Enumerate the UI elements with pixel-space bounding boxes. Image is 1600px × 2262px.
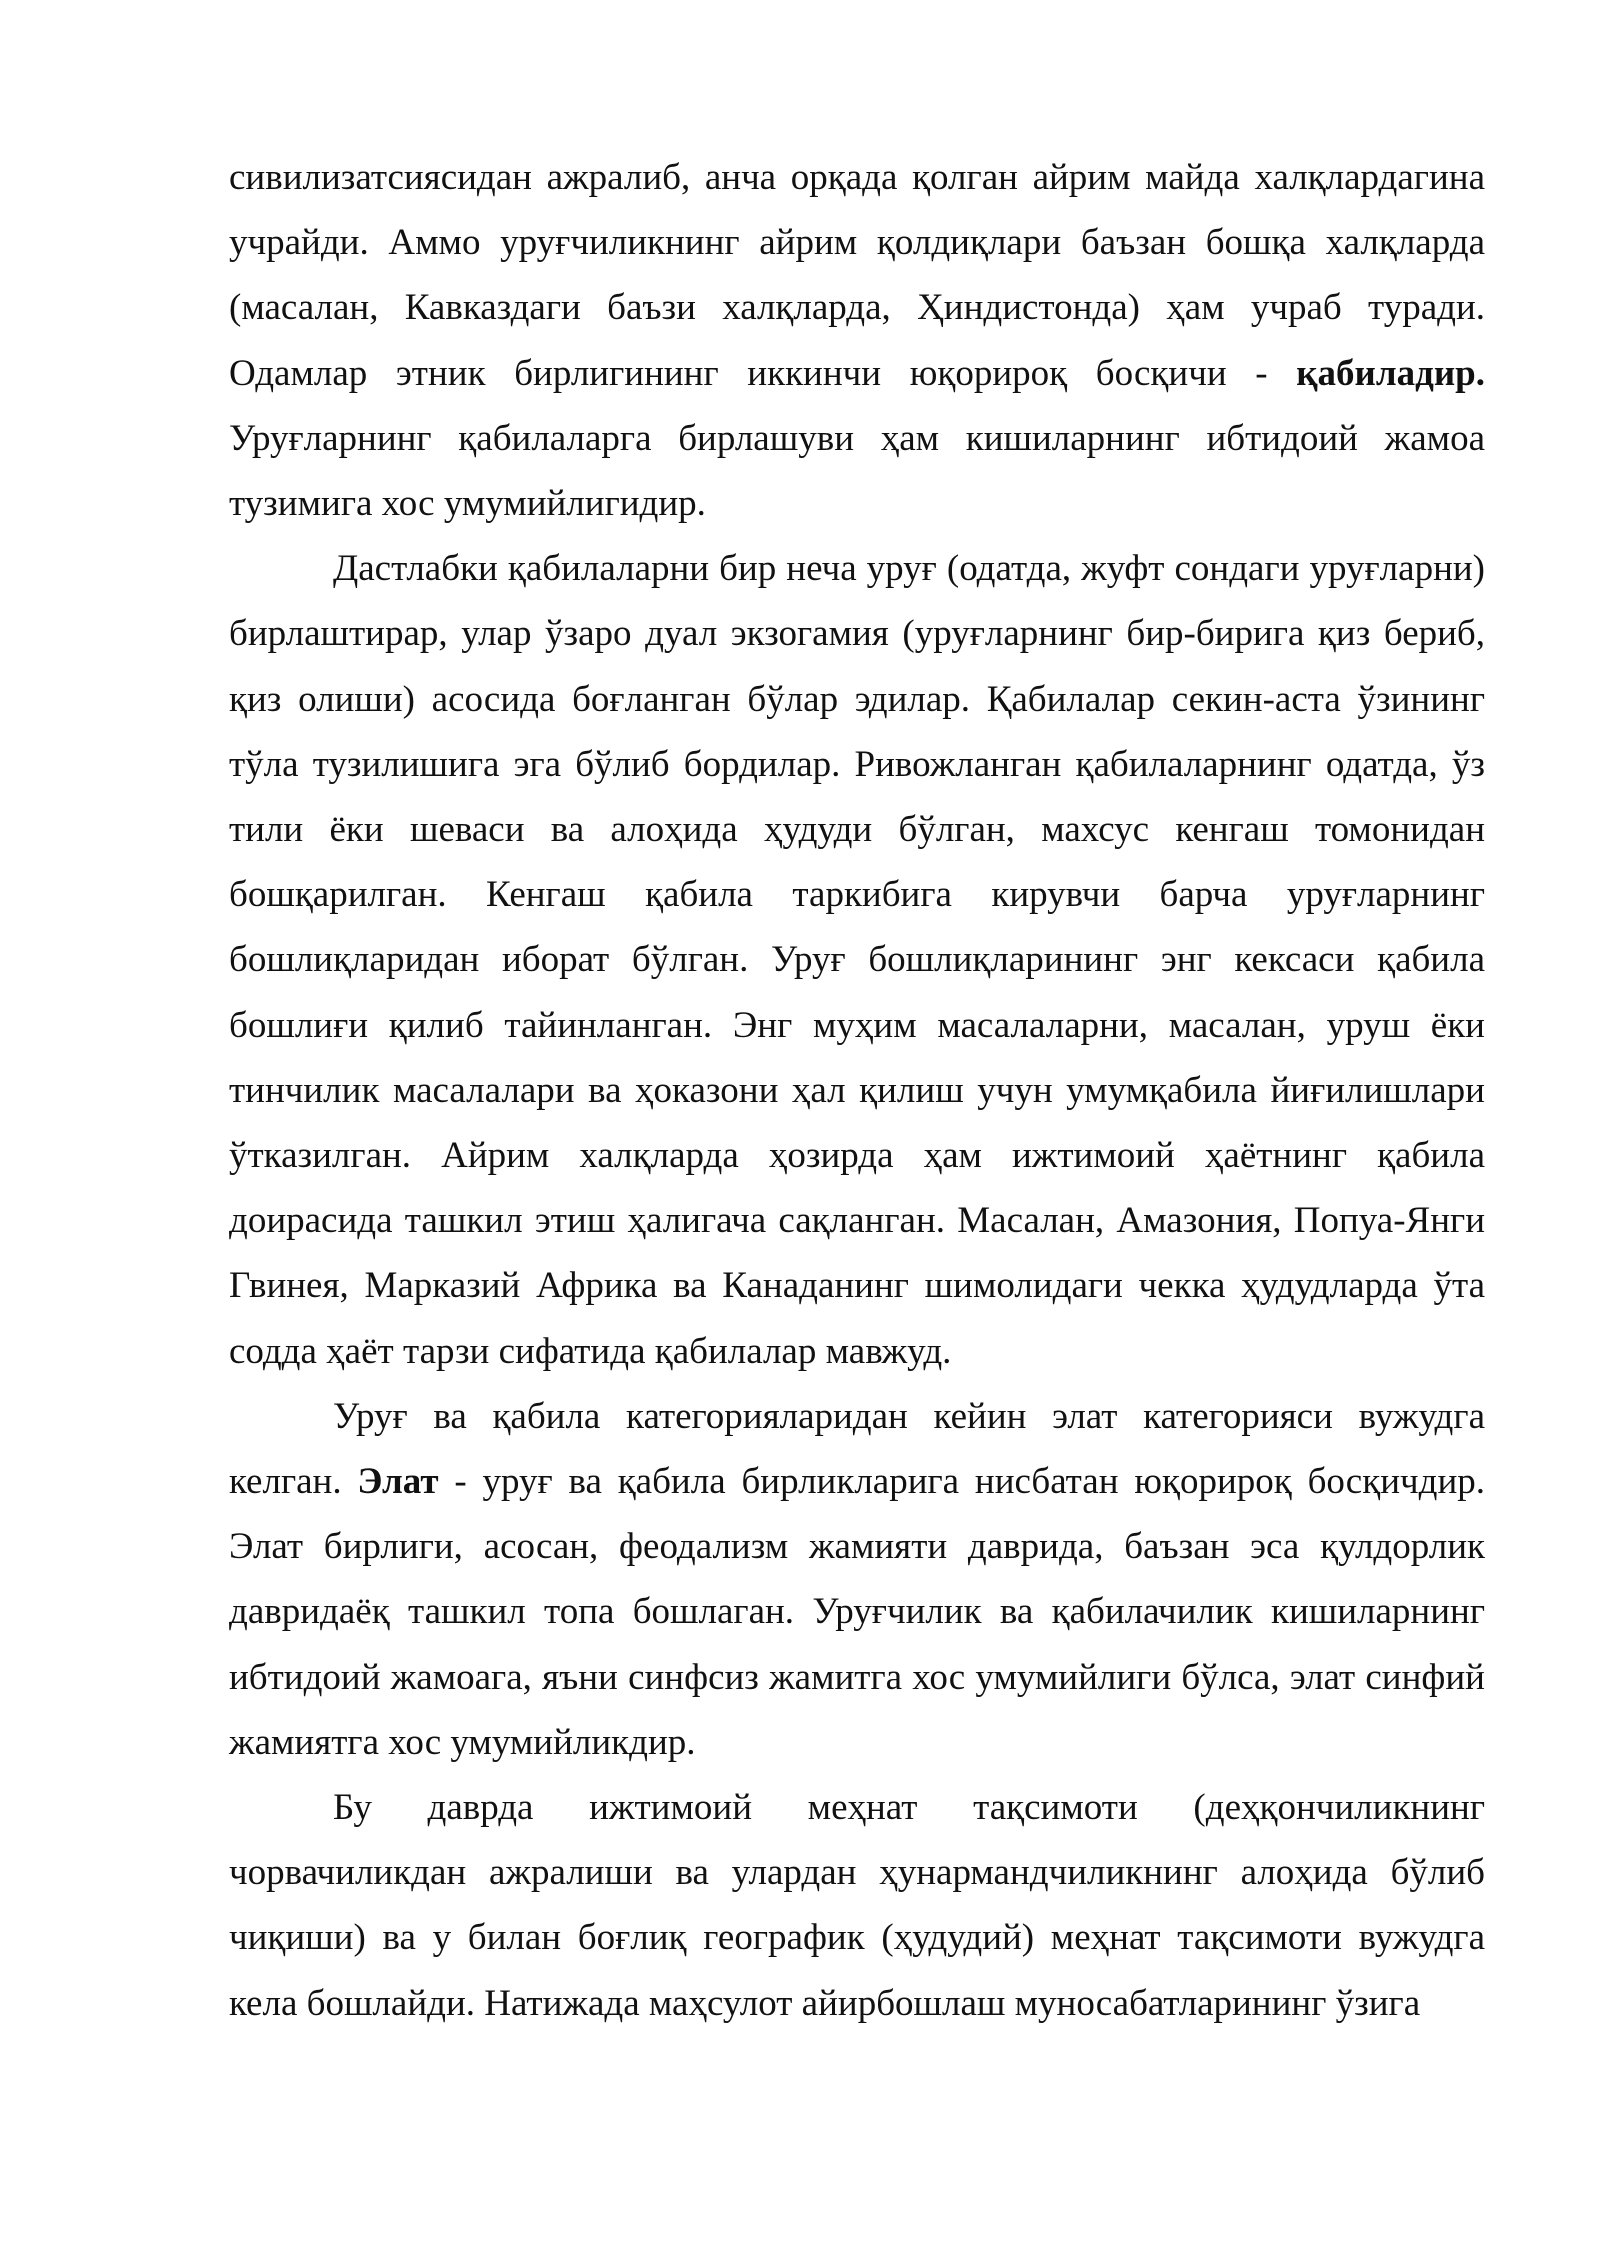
term-kabila: қабиладир. — [1296, 352, 1485, 394]
paragraph-1 — [229, 145, 1485, 536]
paragraph-3 — [229, 1384, 1485, 1775]
document-text — [229, 145, 1485, 2036]
paragraph-1-text-a: сивилизатсиясидан ажралиб, анча орқада қолган айрим майда халқлардагина учрайди. Аммо уруғчиликнинг айрим қолдиқлари баъзан бошқа халқларда (масалан, Кавказдаги баъзи халқларда, Ҳиндистонда) ҳам учраб туради. Одамлар этник бирлигининг иккинчи юқорироқ босқичи - — [229, 157, 1485, 394]
paragraph-4: Бу даврда ижтимоий меҳнат тақсимоти (деҳқончиликнинг чорвачиликдан ажралиши ва улардан ҳунармандчиликнинг алоҳида бўлиб чиқиши) ва у билан боғлиқ географик (ҳудудий) меҳнат тақсимоти вужудга кела бошлайди. Натижада маҳсулот айирбошлаш муносабатларининг ўзига — [229, 1787, 1485, 2024]
paragraph-1-text-b: Уруғларнинг қабилаларга бирлашуви ҳам кишиларнинг ибтидоий жамоа тузимига хос умумийлигидир. — [229, 417, 1485, 525]
term-elat: Элат — [357, 1461, 439, 1503]
paragraph-2: Дастлабки қабилаларни бир неча уруғ (одатда, жуфт сондаги уруғларни) бирлаштирар, улар ўзаро дуал экзогамия (уруғларнинг бир-бирига қиз бериб, қиз олиши) асосида боғланган бўлар эдилар. Қабилалар секин-аста ўзининг тўла тузилишига эга бўлиб бордилар. Ривожланган қабилаларнинг одатда, ўз тили ёки шеваси ва алоҳида ҳудуди бўлган, махсус кенгаш томонидан бошқарилган. Кенгаш қабила таркибига кирувчи барча уруғларнинг бошлиқларидан иборат бўлган. Уруғ бошлиқларининг энг кексаси қабила бошлиғи қилиб тайинланган. Энг муҳим масалаларни, масалан, уруш ёки тинчилик масалалари ва ҳоказони ҳал қилиш учун умумқабила йиғилишлари ўтказилган. Айрим халқларда ҳозирда ҳам ижтимоий ҳаётнинг қабила доирасида ташкил этиш ҳалигача сақланган. Масалан, Амазония, Попуа-Янги Гвинея, Марказий Африка ва Канаданинг шимолидаги чекка ҳудудларда ўта содда ҳаёт тарзи сифатида қабилалар мавжуд. — [229, 548, 1485, 1372]
paragraph-3-text-a: Уруғ ва қабила категорияларидан кейин элат категорияси вужудга келган. — [229, 1395, 1485, 1503]
paragraph-3-text-b: - уруғ ва қабила бирликларига нисбатан юқорироқ босқичдир. Элат бирлиги, асосан, феодализм жамияти даврида, баъзан эса қулдорлик давридаёқ ташкил топа бошлаган. Уруғчилик ва қабилачилик кишиларнинг ибтидоий жамоага, яъни синфсиз жамитга хос умумийлиги бўлса, элат синфий жамиятга хос умумийликдир. — [229, 1461, 1485, 1763]
